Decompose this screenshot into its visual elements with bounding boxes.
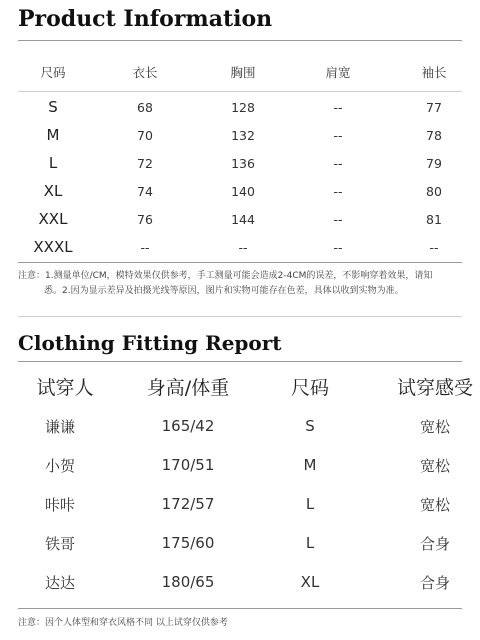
tester-cell: 咔咔: [44, 495, 75, 514]
table-row: [0, 408, 480, 444]
size-cell: XXL: [38, 210, 68, 228]
feeling-cell: 宽松: [419, 495, 450, 514]
shoulder-cell: --: [333, 183, 343, 199]
sleeve-cell: 79: [426, 155, 442, 171]
header-feeling: 试穿感受: [396, 376, 473, 399]
chest-cell: 128: [231, 99, 255, 115]
size-cell: L: [48, 154, 58, 172]
shoulder-cell: --: [333, 127, 343, 143]
shoulder-cell: --: [333, 99, 343, 115]
size-cell: L: [305, 534, 315, 552]
divider: [18, 608, 462, 609]
header-size: 尺码: [290, 376, 329, 399]
sleeve-cell: 77: [426, 99, 442, 115]
table-row: [0, 525, 480, 561]
table-row: [0, 93, 480, 121]
table-row: [0, 121, 480, 149]
tester-cell: 铁哥: [44, 534, 75, 553]
size-cell: M: [303, 456, 317, 474]
header-shoulder: 肩宽: [325, 65, 351, 80]
table-row: [0, 564, 480, 600]
length-cell: 72: [137, 155, 153, 171]
fitting-report-title: Clothing Fitting Report: [18, 331, 282, 355]
shoulder-cell: --: [333, 239, 343, 255]
feeling-cell: 合身: [419, 534, 450, 553]
product-information-title: Product Information: [18, 6, 273, 32]
tester-cell: 达达: [44, 573, 75, 592]
header-sleeve: 袖长: [421, 65, 447, 80]
header-chest: 胸围: [230, 65, 256, 80]
size-cell: S: [48, 98, 58, 116]
height-weight-cell: 180/65: [161, 573, 215, 591]
header-divider: [18, 91, 462, 92]
measurement-note-line2: 悉。2.因为显示差异及拍摄光线等原因，图片和实物可能存在色差，具体以收到实物为准。: [44, 286, 404, 296]
sleeve-cell: 80: [426, 183, 442, 199]
length-cell: 68: [137, 99, 153, 115]
feeling-cell: 合身: [419, 573, 450, 592]
shoulder-cell: --: [333, 211, 343, 227]
header-length: 衣长: [132, 65, 158, 80]
divider: [18, 361, 462, 362]
sleeve-cell: 78: [426, 127, 442, 143]
size-cell: XL: [43, 182, 63, 200]
size-cell: XXXL: [33, 238, 73, 256]
header-size: 尺码: [40, 65, 66, 80]
table-row: [0, 149, 480, 177]
header-height-weight: 身高/体重: [146, 376, 230, 399]
shoulder-cell: --: [333, 155, 343, 171]
header-tester: 试穿人: [36, 376, 94, 399]
height-weight-cell: 170/51: [161, 456, 215, 474]
table-row: [0, 233, 480, 261]
measurement-note: [18, 269, 464, 299]
size-cell: S: [305, 417, 315, 435]
height-weight-cell: 165/42: [161, 417, 215, 435]
table-row: [0, 205, 480, 233]
size-table-header: [0, 57, 480, 87]
length-cell: 70: [137, 127, 153, 143]
sleeve-cell: --: [429, 239, 439, 255]
size-cell: L: [305, 495, 315, 513]
size-cell: M: [46, 126, 60, 144]
chest-cell: 136: [231, 155, 255, 171]
feeling-cell: 宽松: [419, 456, 450, 475]
table-row: [0, 447, 480, 483]
table-row: [0, 177, 480, 205]
tester-cell: 谦谦: [44, 417, 75, 436]
tester-cell: 小贺: [44, 456, 75, 475]
feeling-cell: 宽松: [419, 417, 450, 436]
divider: [18, 40, 462, 41]
chest-cell: --: [238, 239, 248, 255]
height-weight-cell: 172/57: [161, 495, 215, 513]
height-weight-cell: 175/60: [161, 534, 215, 552]
chest-cell: 144: [231, 211, 255, 227]
chest-cell: 132: [231, 127, 255, 143]
fitting-note: 注意：因个人体型和穿衣风格不同 以上试穿仅供参考: [18, 618, 228, 628]
divider: [18, 262, 462, 263]
chest-cell: 140: [231, 183, 255, 199]
sleeve-cell: 81: [426, 211, 442, 227]
measurement-note-line1: 注意：1.测量单位/CM，模特效果仅供参考，手工测量可能会造成2-4CM的误差，不影响穿着效果，请知: [18, 271, 433, 281]
length-cell: 74: [137, 183, 153, 199]
size-cell: XL: [300, 573, 320, 591]
table-row: [0, 486, 480, 522]
fitting-table-header: [0, 369, 480, 403]
divider: [18, 316, 462, 317]
length-cell: 76: [137, 211, 153, 227]
length-cell: --: [140, 239, 150, 255]
